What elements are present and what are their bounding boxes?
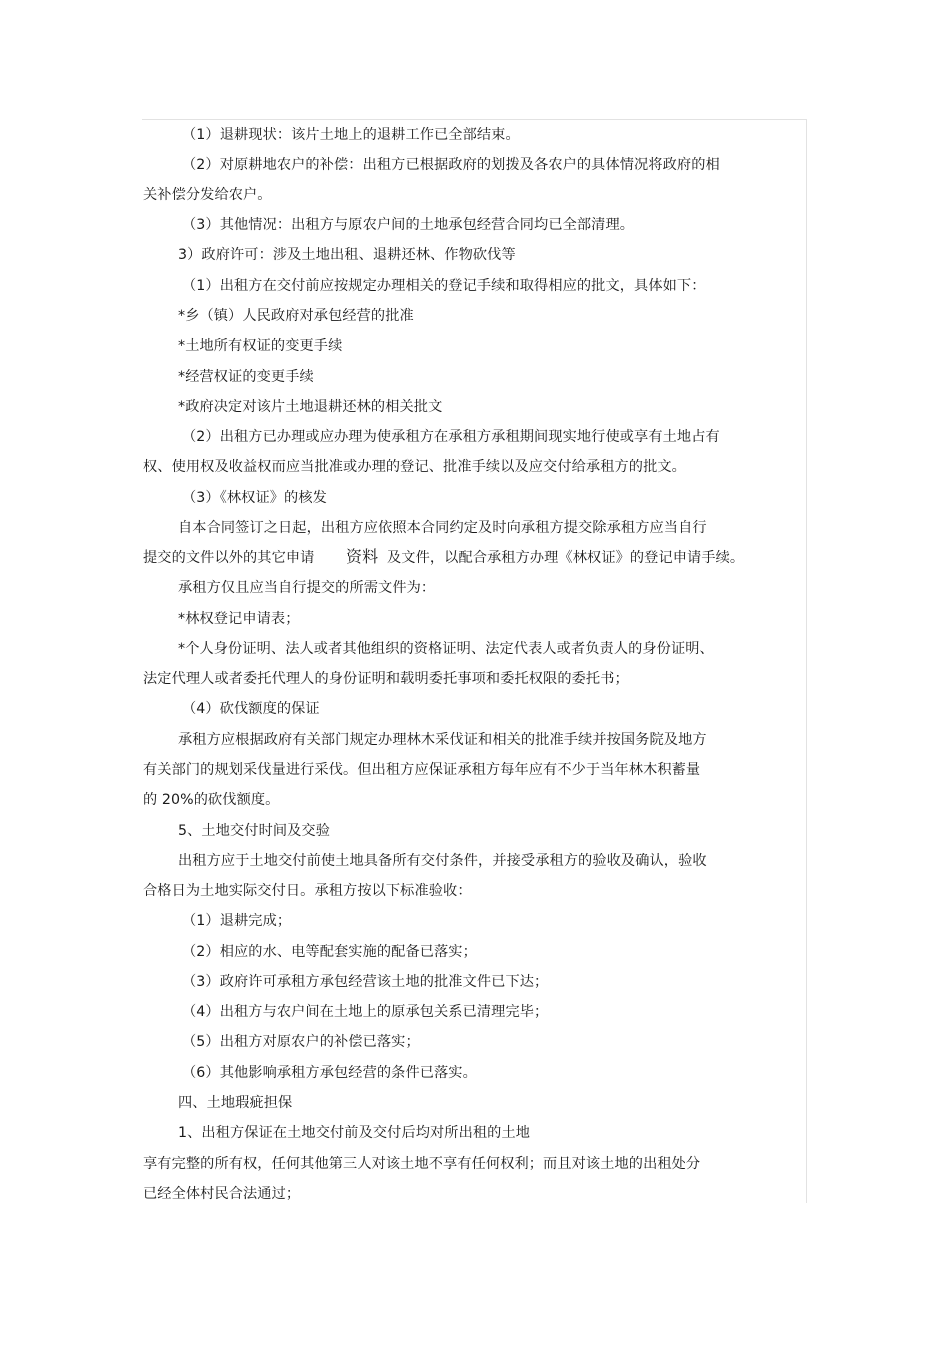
paragraph-line: 承租方仅且应当自行提交的所需文件为： xyxy=(178,580,436,596)
list-item: *林权登记申请表； xyxy=(178,611,300,627)
paragraph-line: （2）对原耕地农户的补偿：出租方已根据政府的划拨及各农户的具体情况将政府的相 xyxy=(182,157,720,173)
list-item: （1）退耕完成； xyxy=(182,913,292,929)
paragraph-line: 1、出租方保证在土地交付前及交付后均对所出租的土地 xyxy=(178,1125,531,1141)
paragraph-line: （2）出租方已办理或应办理为使承租方在承租方承租期间现实地行使或享有土地占有 xyxy=(182,429,720,445)
paragraph-line: （3）其他情况：出租方与原农户间的土地承包经营合同均已全部清理。 xyxy=(182,217,635,233)
section-heading: 四、土地瑕疵担保 xyxy=(178,1095,293,1111)
list-item: *经营权证的变更手续 xyxy=(178,369,314,385)
list-item: *个人身份证明、法人或者其他组织的资格证明、法定代表人或者负责人的身份证明、 xyxy=(178,641,714,657)
section-heading: 5、土地交付时间及交验 xyxy=(178,823,331,839)
list-item: （3）政府许可承租方承包经营该土地的批准文件已下达； xyxy=(182,974,549,990)
list-item: （2）相应的水、电等配套实施的配备已落实； xyxy=(182,944,477,960)
paragraph-line: 3）政府许可：涉及土地出租、退耕还林、作物砍伐等 xyxy=(178,247,516,263)
list-item: （6）其他影响承租方承包经营的条件已落实。 xyxy=(182,1065,477,1081)
paragraph-line: 自本合同签订之日起，出租方应依照本合同约定及时向承租方提交除承租方应当自行 xyxy=(178,520,707,536)
list-item: （5）出租方对原农户的补偿已落实； xyxy=(182,1034,420,1050)
paragraph-line: （1）退耕现状：该片土地上的退耕工作已全部结束。 xyxy=(182,127,520,143)
paragraph-line: 享有完整的所有权，任何其他第三人对该土地不享有任何权利；而且对该土地的出租处分 xyxy=(143,1156,701,1172)
paragraph-line: （4）砍伐额度的保证 xyxy=(182,701,320,717)
paragraph-line: 合格日为土地实际交付日。承租方按以下标准验收： xyxy=(143,883,472,899)
paragraph-line: 提交的文件以外的其它申请 xyxy=(143,550,315,566)
paragraph-line: 承租方应根据政府有关部门规定办理林木采伐证和相关的批准手续并按国务院及地方 xyxy=(178,732,707,748)
paragraph-line: 的 20%的砍伐额度。 xyxy=(143,792,280,808)
paragraph-line: 有关部门的规划采伐量进行采伐。但出租方应保证承租方每年应有不少于当年林木积蓄量 xyxy=(143,762,701,778)
list-item: *乡（镇）人民政府对承包经营的批准 xyxy=(178,308,414,324)
paragraph-line: 出租方应于土地交付前使土地具备所有交付条件，并接受承租方的验收及确认，验收 xyxy=(178,853,707,869)
paragraph-line: 权、使用权及收益权而应当批准或办理的登记、批准手续以及应交付给承租方的批文。 xyxy=(143,459,686,475)
list-item: （4）出租方与农户间在土地上的原承包关系已清理完毕； xyxy=(182,1004,549,1020)
paragraph-line: 法定代理人或者委托代理人的身份证明和载明委托事项和委托权限的委托书； xyxy=(143,671,629,687)
paragraph-line: 关补偿分发给农户。 xyxy=(143,187,272,203)
paragraph-line: 已经全体村民合法通过； xyxy=(143,1186,301,1202)
paragraph-line: （3）《林权证》的核发 xyxy=(182,490,327,506)
inline-word: 资料 xyxy=(346,547,379,566)
paragraph-line: 及文件，以配合承租方办理《林权证》的登记申请手续。 xyxy=(387,550,745,566)
list-item: *土地所有权证的变更手续 xyxy=(178,338,343,354)
list-item: *政府决定对该片土地退耕还林的相关批文 xyxy=(178,399,443,415)
paragraph-line: （1）出租方在交付前应按规定办理相关的登记手续和取得相应的批文，具体如下： xyxy=(182,278,706,294)
